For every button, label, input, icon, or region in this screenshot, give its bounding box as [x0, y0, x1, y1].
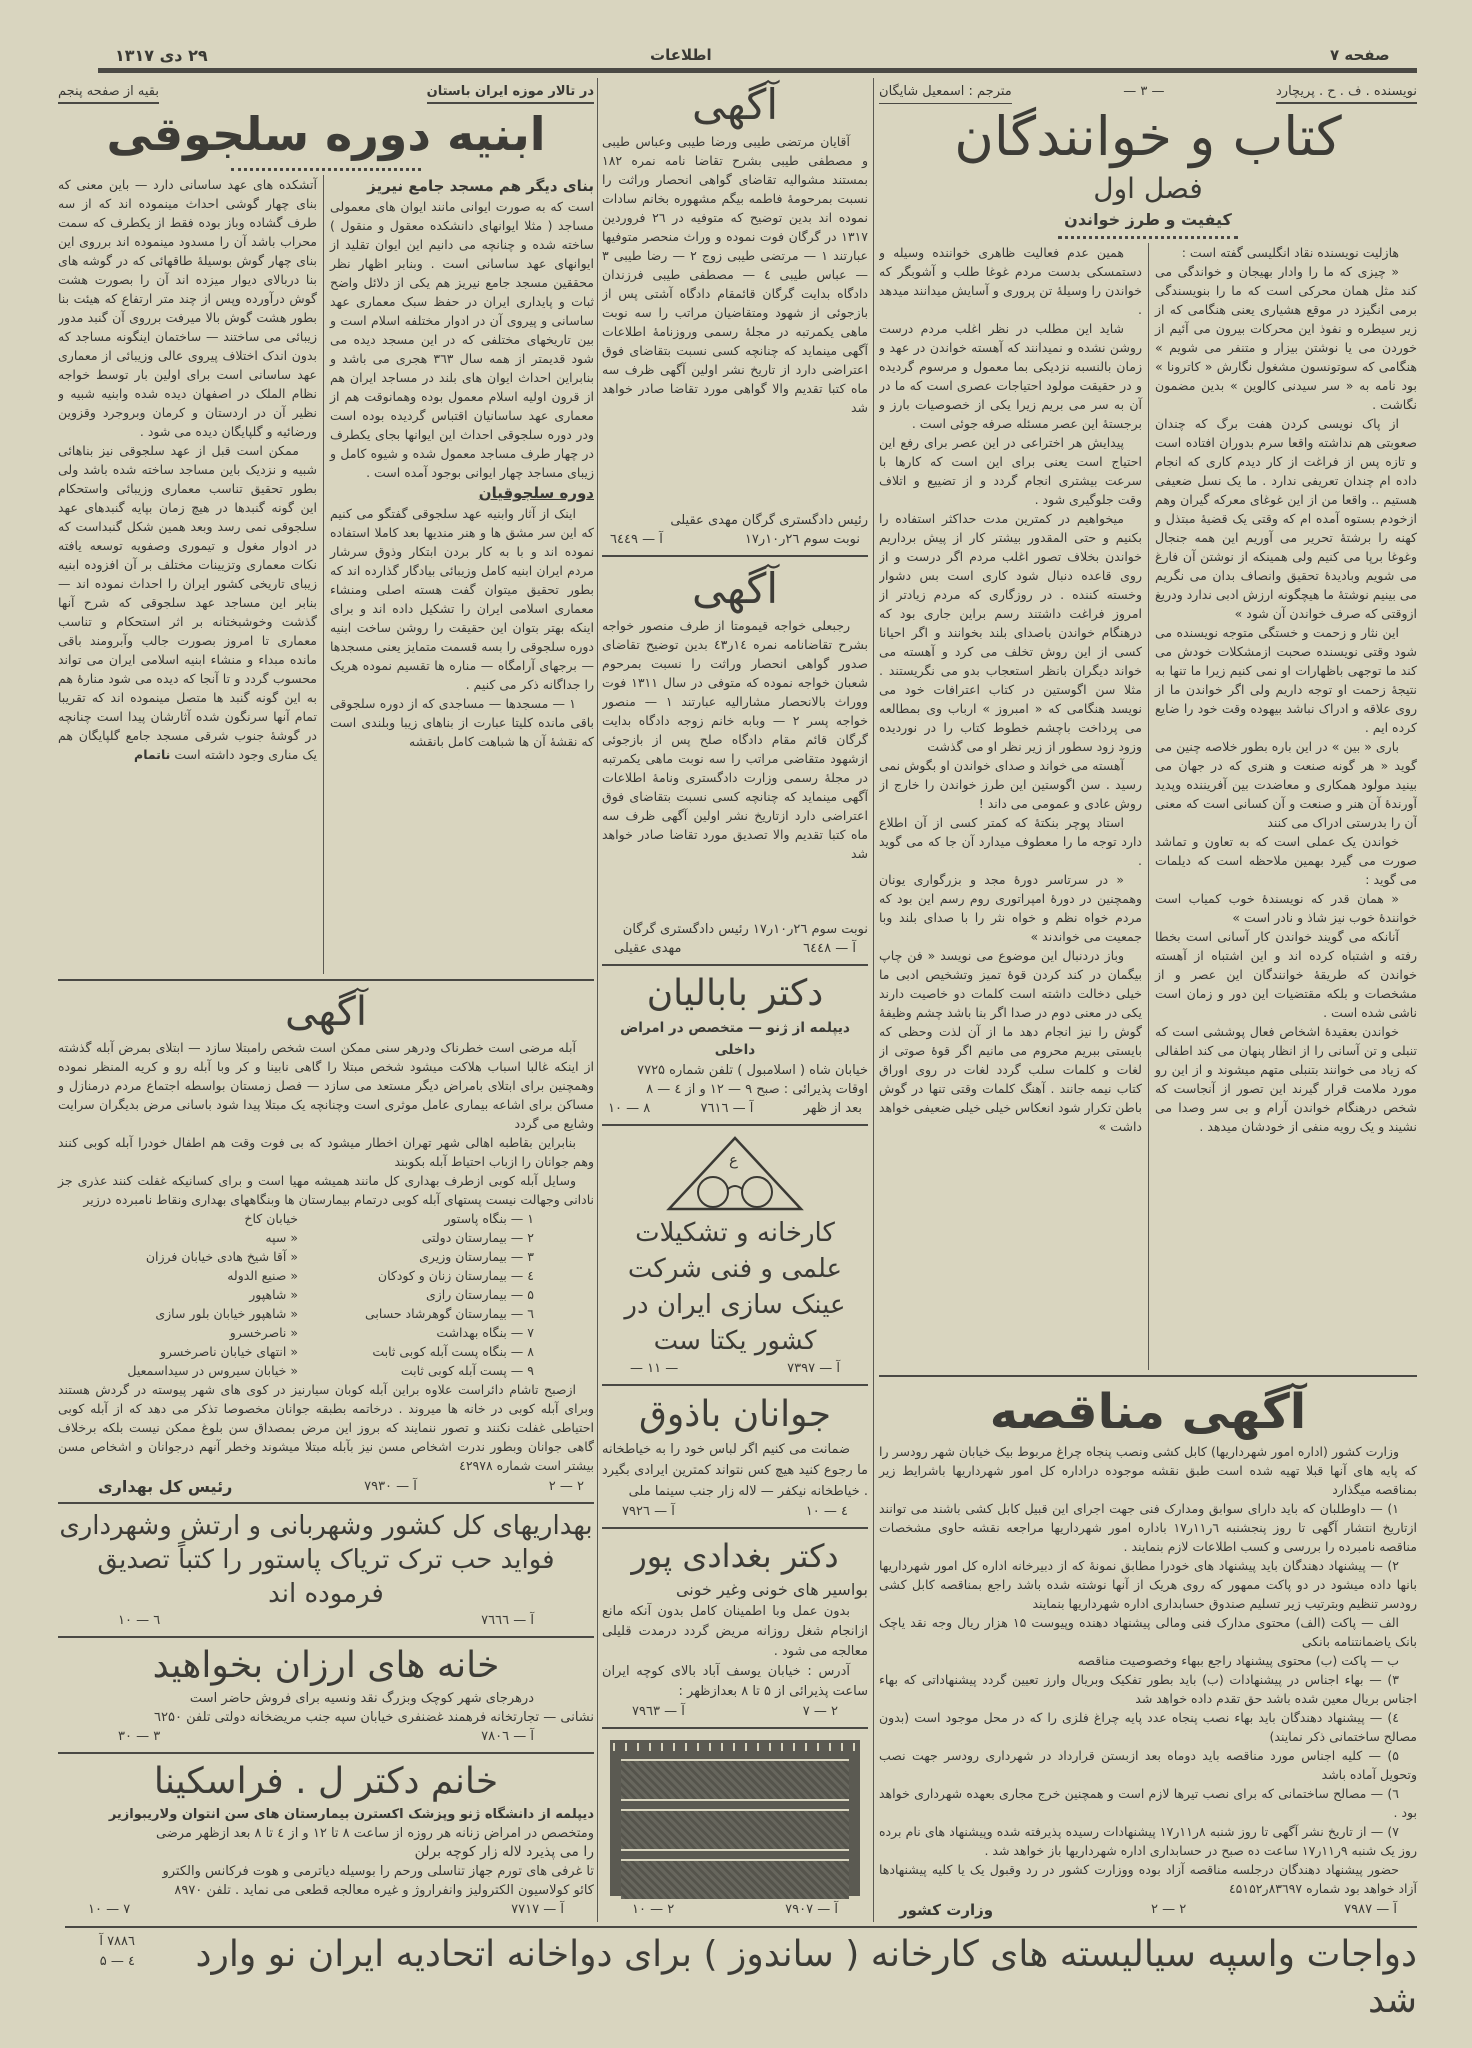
- site-address: « انتهای خیابان ناصرخسرو: [159, 1344, 298, 1359]
- ad-rule: [602, 964, 868, 966]
- paragraph: بدون عمل وبا اطمینان کامل بدون آنکه مانع ازانجام شغل روزانه مریض گردد درمدت قلیلی معالجه می شود .: [602, 1604, 868, 1659]
- paragraph: بنابراین بقاطبه اهالی شهر تهران اخطار میشود که بی فوت وقت هم اطفال خودرا آبله کوبی کنند وهم جوانان را ازباب احتیاط آبله بکوبند: [58, 1135, 594, 1169]
- ad-title: دکتر بغدادی پور: [631, 1537, 839, 1575]
- ad-subtitle: بواسیر های خونی وغیر خونی: [675, 1580, 868, 1599]
- ad-round: نوبت سوم ۲٦ر۱۰ر۱۷ رئیس دادگستری گرگان: [622, 922, 868, 937]
- paragraph: میخواهیم در کمترین مدت حداکثر استفاده را بکنیم و حتی المقدور بیشتر کار از پیش برداریم خواندن بخلاف تصور اغلب مردم اگر درست و از روی قاعده دنبال شود کاری است بس دشوار وخسته کننده . در روزگاری که مردم زیادتر از امروز فراغت داشتند رسم براین جاری بود که درهنگام خواندن باصدای بلند بخوانند و اگر احیانا کسی از این روش تخلف می کرد و آهسته می خواند دیگران بانظر استعجاب بدو می نگریستند . مثلا سن اگوستین در کتاب اعترافات خود می نویسد هنگامی که « امبروز » ارباب وی بمطالعه می پرداخت باچشم خطوط کتاب را در نوردیده وزود زود سطور از زیر نظر او می گذشت: [879, 511, 1142, 754]
- paragraph: [58, 441, 317, 764]
- ad-signature: رئیس کل بهداری: [98, 1477, 233, 1496]
- column-divider: [597, 78, 598, 1922]
- ad-footer: [602, 939, 868, 959]
- site-address: « شاهپور خیابان بلور سازی: [155, 1306, 298, 1321]
- paragraph: « همان قدر که نویسندهٔ خوب کمیاب است خوانندهٔ خوب نیز شاذ و نادر است »: [1155, 891, 1417, 925]
- paragraph: آتشکده های عهد ساسانی دارد — باین معنی که بنای چهار گوشی احداث مینموده اند که از سه طرف گشاده وباز بوده فقط از یکطرف که سمت محراب باشد آن را مسدود مینموده اند برروی این بنای چهار گوش بوسیلهٔ طاقهائی که در گوشه های بنا دربالای دیوار میزده اند آن را بصورت هشت گوش درآورده وپس از چند متر ارتفاع که هیئت بنا بطور هشت گوش بالا میرفت برروی آن گنبد مدور زیبائی می ساختند — ساختمان اینگونه مساجد که بدون اندک اختلاف پیروی عالی وزیبائی از معماری عهد ساسانی است برای اولین بار توسط خواجه نظام الملک در اصفهان دیده شده وابنیه شبیه و نظیر آن در اردستان و کرمان وبروجرد وقزوین ورضائیه و گلپایگان دیده می شود .: [58, 177, 317, 439]
- ad-ref: آ — ۷۹۳۰: [364, 1479, 417, 1494]
- tender-footer: [879, 1898, 1417, 1920]
- list-item: [98, 1266, 534, 1285]
- paragraph: ازصبح تاشام دائراست علاوه براین آبله کوبان سیارنیز در کوی های شهر پیوسته در گردش هستند وبرای آبله کوبی در خانه ها میروند . درخاتمه بطبقه جوانان مخصوصا تذکر می دهد که از آبله کوبی احتیاطی غفلت نکنند و تصور ننمایند که بروز این مرض بمصداق سن بلوغ ممکن نیست بلکه برخلاف گاهی جوانان وبطور ندرت اشخاص مسن نیز بآبله مبتلا میشوند وخطر آنهم درجوانان و اشخاص مسن بیشتر است شماره ٤۲۹۷۸: [58, 1382, 594, 1473]
- list-item: [98, 1361, 534, 1380]
- paragraph: « در سرتاسر دورهٔ مجد و بزرگواری یونان وهمچنین در دورهٔ امپراتوری روم رسم این بود که مردم خواه نظم و خواه نثر را با صدای بلند وبا جمعیت می خواندند »: [879, 872, 1142, 944]
- seljuk-article-body: [58, 175, 594, 974]
- ad-title: آگهی: [691, 80, 779, 129]
- ad-address: [602, 1662, 868, 1702]
- ad-title: خانه های ارزان بخواهید: [152, 1645, 500, 1686]
- paragraph: ۷) — از تاریخ نشر آگهی تا روز شنبه ۸ر۱۱ر۱۷ پیشنهادات رسیده پذیرفته شده وپیشنهاد های نام برده روز یک شنبه ۹ر۱۱ر۱۷ ساعت ده صبح در حسابداری اداره شهرداریها باز خواهد شد .: [879, 1824, 1417, 1858]
- ad-ref: آ — ۷۹۲٦: [622, 1504, 675, 1519]
- ad-code: ۲ — ۲: [1151, 1902, 1187, 1917]
- site-address: خیابان کاخ: [244, 1211, 298, 1226]
- paragraph: اینک از آثار وابنیه عهد سلجوقی گفتگو می کنیم که این سر مشق ها و هنر مندیها بعد کاملا استفاده نموده اند و با به کار بردن ابتکار وذوق سرشار مردم ایران ابنیه کامل وزیبائی بیادگار گذارده اند که بطور تحقیق میتوان گفت هسته اصلی ومنشاء معماری اسلامی ایران را تشکیل داده اند و برای اینکه بهتر بتوان این حقیقت را روشن ساخت ابنیه دوره سلجوقی را بسه قسمت متمایز یعنی مسجدها — برجهای آرامگاه — مناره ها تقسیم نموده هریک را جداگانه ذکر می کنیم .: [330, 506, 594, 692]
- site-name: ۷ — بنگاه بهداشت: [436, 1325, 534, 1340]
- chapter-heading: فصل اول: [1093, 172, 1203, 205]
- paragraph: ب — پاکت (ب) محتوی پیشنهاد راجع ببهاء وخصوصیت مناقصه: [1077, 1653, 1399, 1668]
- paragraph: وسایل آبله کوبی ازطرف بهداری کل مانند همیشه مهیا است و برای کسانیکه غفلت کنند عذری جز نادانی وجهالت نیست پستهای آبله کوبی درتمام بیمارستان ها وبنگاههای بهداری ونقاط نامبرده درزیر: [58, 1173, 594, 1207]
- paragraph: الف — پاکت (الف) محتوی مدارک فنی ومالی پیشنهاد دهنده وپیوست ۱۵ هزار ریال وجه نقد یاچک بانک یاضمانتنامه بانکی: [879, 1615, 1417, 1649]
- ad-ref: آ — ۷٦٦٦: [481, 1613, 534, 1628]
- ornament-border: [613, 1743, 857, 1751]
- ad-body: [602, 616, 868, 920]
- paragraph: ضمانت می کنیم اگر لباس خود را به خیاطخانه ما رجوع کنید هیچ کس نتواند کمترین ایرادی بگیرد . خیاطخانه نیکفر — لاله زار جنب سینما ملی: [602, 1442, 868, 1499]
- ad-code: ٦ — ۱۰: [118, 1613, 161, 1628]
- ad-headline: بهداریهای کل کشور وشهربانی و ارتش وشهرداری: [59, 1511, 593, 1541]
- site-name: ۹ — پست آبله کوبی ثابت: [400, 1363, 534, 1378]
- paragraph: آبله مرضی است خطرناک ودرهر سنی ممکن است شخص رامبتلا سازد — ابتلای بمرض آبله گذشته از اینکه غالبا اسباب هلاکت میشود شخص مبتلا را گاهی نابینا و کر وبا آبله رو و کریه المنظر نموده وهمچنین برای ابتلای بامراض دیگر مستعد می سازد — فصل زمستان بواسطه اجتماع مردم درمنازل و مساکن برای اشاعه بیماری عامل موثری است وچنانچه یک مبتلا پیدا شود باسانی مرض بدیگران سرایت وشایع می گردد: [58, 1040, 594, 1131]
- list-item: [98, 1247, 534, 1266]
- to-be-continued: ناتمام: [134, 747, 171, 762]
- ad-rule: [602, 1727, 868, 1729]
- smallpox-body: [58, 1038, 594, 1475]
- paragraph: ۱) — داوطلبان که باید دارای سوابق ومدارک فنی جهت اجرای این قبیل کابل کشی باشند می توانند ازتاریخ انتشار آگهی تا روز پنجشنبه ٦ر۱۱ر۱۷ باداره امور شهرداریها مراجعه نقشه حاوی مشخصات مناقصه نامبرده را بررسی و کسب اطلاعات لازم بنمایند .: [879, 1501, 1417, 1554]
- paragraph: این نثار و زحمت و خستگی متوجه نویسنده می شود وقتی نویسنده صحبت ازمشکلات خودش می کند ما توجهی باظهارات او نمی کنیم زیرا ما تنها به نتیجهٔ زحمت او توجه داریم ولی اگر خواندن ما از روی علاقه و ادراک نباشد بیهوده وقت خود را ضایع کرده ایم .: [1155, 625, 1417, 735]
- paragraph: ۱ — مسجدها — مساجدی که از دوره سلجوقی باقی مانده کلیتا عبارت از بناهای زیبا وبلندی است که نقشهٔ آن ها شباهت کامل بانقشه: [330, 696, 594, 749]
- list-item: [98, 1304, 534, 1323]
- paragraph: خواندن یک عملی است که به تعاون و تماشد صورت می گیرد بهمین ملاحظه است که دیلمات می گوید :: [1155, 834, 1417, 887]
- site-name: ۳ — بیمارستان وزیری: [419, 1249, 534, 1264]
- column-heading: بنای دیگر هم مسجد جامع نیریز: [367, 177, 594, 195]
- ad-footer: [58, 1727, 594, 1747]
- subtitle-rule: [1058, 236, 1238, 239]
- ad-line: درهرجای شهر کوچک وبزرگ نقد ونسیه برای فروش حاضر است: [189, 1691, 534, 1706]
- ornamental-calligraphy-ad: [610, 1740, 860, 1896]
- tender-body: [879, 1442, 1417, 1898]
- paragraph: باری « بین » در این باره بطور خلاصه چنین می گوید « هر گونه صنعت و هنری که در جهان می بینید مولود همکاری و معاضدت بین آفریننده وپدید آورندهٔ آن هنر و صنعت و آن کسانی است که معنی آن را بدرستی ادراک می کنند: [1155, 739, 1417, 830]
- paragraph: آنانکه می گویند خواندن کار آسانی است بخطا رفته و اشتباه کرده اند و این اشتباه از آهسته خواندن که طریقهٔ خوانندگان این عصر و از مشخصات و بلکه مقتضیات این دور و زمان است ناشی شده است .: [1155, 929, 1417, 1020]
- ad-title: دکتر بابالیان: [646, 973, 824, 1014]
- ad-code: ۳ — ۳۰: [118, 1729, 161, 1744]
- paragraph: رجبعلی خواجه قیمومتا از طرف منصور خواجه بشرح تقاضانامه نمره ۱٤ر٤۳ بدین توضیح تقاضای صدور گواهی انحصار وراثت را نسبت بمرحوم شعبان خواجه نموده که متوفی در سال ۱۳۱۱ فوت ووراث بالانحصار مشارالیه عبارتند ۱ — منصور خواجه پسر ۲ — وبابه خانم زوجه دادگاه بدایت گرگان قائم مقام دادگاه صلح پس از بازجوئی ازشهود متقاضی مراتب را سه نوبت ماهی یکمرتبه در مجلهٔ رسمی وزارت دادگستری ونامهٔ اطلاعات آگهی مینماید که چنانچه کسی نسبت بتقاضای فوق اعتراضی دارد ازتاریخ نشر اولین آگهی ظرف سه ماه کتبا تقدیم والا تصدیق مورد تقاضا صادر خواهد شد: [602, 618, 868, 862]
- ad-code: — ۱۱ —: [630, 1361, 679, 1376]
- ad-code: ٤ — ۵: [99, 1954, 135, 1969]
- paragraph: استاد پوچر بنکتهٔ که کمتر کسی از آن اطلاع دارد توجه ما را معطوف میدارد آن جا که می گوید .: [879, 815, 1142, 868]
- list-item: [98, 1285, 534, 1304]
- ad-footer: [58, 1611, 594, 1631]
- masthead-rule: [98, 68, 1417, 73]
- ad-rule: [58, 1636, 594, 1638]
- site-name: ٤ — بیمارستان زنان و کودکان: [377, 1268, 534, 1283]
- footer-ad-numbers: [65, 1932, 135, 1972]
- newspaper-name: اطلاعات: [650, 46, 712, 64]
- ad-footer: [602, 530, 868, 550]
- signer: وزارت کشور: [899, 1901, 994, 1919]
- ad-line: را می پذیرد لاله زار کوچه برلن: [414, 1844, 594, 1860]
- ad-rule: [602, 555, 868, 557]
- book-article-body: [879, 243, 1417, 1370]
- paragraph: است که به صورت ایوانی مانند ایوان های معمولی مساجد ( مثلا ایوانهای دانشکده معقول و منقول ) ساخته شده و چنانچه می دانیم این ایوان تقلید از ایوانهای عهد ساسانی است . وبنابر اظهار نظر محققین مسجد جامع نیریز هم یکی از دلائل واضح ثبات و پایداری ایران در حفظ سبک معماری عهد ساسانی و پیروی آن در ادوار مختلفه اسلام است و بین تاریخهای مختلفی که در این مسجد دیده می شود قدیمتر از همه سال ۳٦۳ هجری می باشد و بنابراین احداث ایوان های بلند در مساجد ایران هم از قرون اولیه اسلام معمول بوده وهمانوقت هم از معماری عهد ساسانیان اقتباس گردیده بوده است ودر دوره سلجوقی احداث این ایوانها بجای یکطرف در چهار طرف مساجد معمول شده و شیوه کامل و زیبای مساجد چهار ایوانی بوجود آمده است .: [330, 199, 594, 480]
- book-article-left-column: [879, 243, 1148, 1370]
- ad-footer: [602, 1099, 868, 1119]
- footer-rule: [65, 1926, 1417, 1928]
- ad-code: ۷ — ۱۰: [88, 1902, 131, 1917]
- ad-line: ومتخصص در امراض زنانه هر روزه از ساعت ۸ تا ۱۲ و از ٤ تا ۸ بعد ازظهر مرضی: [155, 1826, 594, 1841]
- left-column: [58, 80, 594, 1920]
- footer-ad-text: دواجات واسپه سیالیسته های کارخانه ( ساندوز ) برای دواخانه اتحادیه ایران نو وارد شد: [195, 1934, 1417, 2021]
- ad-line: نشانی — تجارتخانه فرهمند غضنفری خیابان سپه جنب مریضخانه دولتی تلفن ٦۲۵۰: [154, 1710, 594, 1725]
- ad-title: خانم دکتر ل . فراسکینا: [153, 1761, 499, 1802]
- ad-title: جوانان باذوق: [638, 1394, 832, 1435]
- ad-headline: فواید حب ترک تریاک پاستور را کتباً تصدیق فرموده اند: [97, 1545, 555, 1609]
- ad-body: [602, 1602, 868, 1662]
- paragraph-text: ممکن است قبل از عهد سلجوقی نیز بناهائی شبیه و نزدیک باین مساجد ساخته شده باشد ولی بطور تحقیق تناسب معماری وزیبائی واستحکام این گونه گنبدها در هیچ زمان بپایه گنبدهای عهد سلجوقی نمی رسد وبعد همین شکل گنبداست که در ادوار مغول و تیموری وصفویه توسعه یافته نکات معماری وتزیینات مختلف بر آن افزوده ابنیه زیبای تاریخی کشور ایران را احداث نموده اند — بنابر این مساجد عهد سلجوقی که شرح آنها گذشت وخوشبختانه بر اثر استحکام و تناسب معماری تا امروز بصورت جالب وآبرومند باقی مانده مبداء و منشاء ابنیه اسلامی ایران می تواند محسوب گردد و تا آنجا که دیده می شود منارهٔ هم به این گونه گنبد ها متصل مینموده اند که تقریبا تمام آنها سرنگون شده آثارشان پیدا است چنانچه در گوشهٔ جنوب شرقی مسجد جامع گلپایگان هم یک مناری وجود داشته است: [58, 443, 317, 762]
- section-rule: [879, 1375, 1417, 1377]
- ad-signature: مهدی عقیلی: [614, 941, 682, 956]
- ad-ref: ۷۸۸٦ آ: [99, 1934, 135, 1949]
- byline-translator: مترجم : اسمعیل شایگان: [879, 82, 1012, 104]
- ad-subtitle: دیپلمه از ژنو — متخصص در امراض داخلی: [620, 1020, 850, 1058]
- title-rule: [231, 168, 421, 171]
- paragraph: از پاک نویسی کردن هفت برگ که چندان صعوبتی هم نداشته واقعا سرم بدوران افتاده است و تازه پس از فراغت از کار دیدم کاری که انجام داده ام چندان تعریفی ندارد . ما یک نسل ضعیفی هستیم .. واقعا من از این غوغای معرکه گیران وهم ازخودم بستوه آمده ام که وقتی یک قضیهٔ مبتذل و کهنه را برشتهٔ تحریر می آوریم این همه جنجال وغوغا برپا می کنیم ولی همینکه از نوشتن آن فارغ می شویم وبادیدهٔ تحقیق وانصاف بدان می نگریم می بینیم نوشتهٔ ما هیچگونه ارزش ادبی ندارد ودریغ ازوقتی که صرف خواندن آن شود »: [1154, 416, 1417, 621]
- ad-rule: [58, 1752, 594, 1754]
- ad-rule: [602, 1124, 868, 1126]
- paragraph: هازلیت نویسنده نقاد انگلیسی گفته است :: [1181, 245, 1399, 260]
- paragraph: ٤) — پیشنهاد دهندگان باید بهاء نصب پنجاه عدد پایه چراغ فلزی را که در محل موجود است (بدون مصالح ساختمانی ذکر نمایند): [879, 1710, 1417, 1744]
- list-item: [98, 1228, 534, 1247]
- seljuk-right-column: [323, 175, 594, 974]
- paragraph: ۳) — بهاء اجناس در پیشنهادات (ب) باید بطور تفکیک وبریال وارز تعیین گردد پیشنهاداتی که بهاء اجناس بریال معین شده باشد حق تقدم داده خواهد شد: [879, 1672, 1417, 1706]
- center-column: [602, 78, 868, 1920]
- ad-rule: [602, 1384, 868, 1386]
- ad-footer: [58, 1900, 594, 1920]
- site-address: « سپه: [265, 1230, 298, 1245]
- article-kicker: در تالار موزه ایران باستان: [427, 82, 594, 104]
- site-address: « خیابان سیروس در سیداسمعیل: [127, 1363, 298, 1378]
- section-rule: [58, 979, 594, 981]
- site-name: ۲ — بیمارستان دولتی: [421, 1230, 534, 1245]
- ad-code: ۲ — ۲: [548, 1479, 584, 1494]
- list-item: [98, 1323, 534, 1342]
- right-column: [879, 78, 1417, 1920]
- site-name: ٦ — بیمارستان گوهرشاد حسابی: [365, 1306, 534, 1321]
- list-item: [98, 1209, 534, 1228]
- ad-code: ۲ — ۱۰: [632, 1902, 675, 1917]
- book-article-right-column: [1148, 243, 1417, 1370]
- ad-ref: آ — ۷۷۱۷: [511, 1902, 564, 1917]
- paragraph: همین عدم فعالیت ظاهری خواننده وسیله و دستمسکی بدست مردم غوغا طلب و آشوبگر که خواندن را وسیلهٔ تن پروری و آسایش میدانند میدهد .: [879, 245, 1142, 317]
- ad-round: نوبت سوم ۲٦ر۱۰ر۱۷: [744, 532, 860, 548]
- logo-letter: ع: [729, 1151, 738, 1169]
- ad-ref: آ — ۷۳۹۷: [787, 1361, 840, 1376]
- ad-code: ۸ — ۱۰: [608, 1101, 651, 1116]
- paragraph: ۵) — کلیه اجناس مورد مناقصه باید دوماه بعد ازبستن قرارداد در شهرداری رودسر جهت نصب وتحویل آماده باشد: [879, 1748, 1417, 1782]
- ad-rule: [58, 1502, 594, 1504]
- paragraph: آدرس : خیابان یوسف آباد بالای کوچه ایران ساعت پذیرائی از ۵ تا ۸ بعدازظهر :: [602, 1664, 868, 1699]
- ad-ref: آ — ۷۹٦۳: [632, 1704, 685, 1719]
- column-divider: [873, 78, 874, 1922]
- ad-body: [602, 132, 868, 511]
- footer-ad: [65, 1932, 1417, 2024]
- site-name: ۸ — بنگاه پست آبله کوبی ثابت: [372, 1344, 534, 1359]
- ad-text: کارخانه و تشکیلات علمی و فنی شرکت عینک سازی ایران در کشور یکتا ست: [624, 1218, 846, 1356]
- paragraph: آهسته می خواند و صدای خواندن او بگوش نمی رسید . سن اگوستین این طرز خواندن را خارج از روش عادی و عمومی می داند !: [879, 758, 1142, 811]
- ad-signature: رئیس دادگستری گرگان مهدی عقیلی: [670, 513, 868, 529]
- paragraph: شاید این مطلب در نظر اغلب مردم درست روشن نشده و نمیدانند که آهسته خواندن در عهد و زمان بالنسبه نزدیکی بما معمول و مرسوم گردیده و در حقیقت مولود احتیاجات عصری است که ما در آن به سر می بریم زیرا یکی از خصوصیات بارز و برجستهٔ این عصر مسئله صرفه جوئی است .: [879, 321, 1142, 431]
- site-address: « صنیع الدوله: [227, 1268, 298, 1283]
- ad-rule: [602, 1527, 868, 1529]
- paragraph: وباز دردنبال این موضوع می نویسد « فن چاپ بیگمان در کند کردن قوهٔ تمیز وتشخیص ادبی ما خیلی دخالت داشته است کلمات دو خاصیت دارند یکی در معنی دوم در صدا اگر بنا باشد چشم وظیفهٔ گوش را نیز انجام دهد ما از آن لذت وحظی که بایستی ببریم محروم می مانیم اگر قوهٔ صوتی از لغات و کلمات سلب گردد لغات در روی اوراق کتاب نیمه جانند . آهنگ کلمات وقتی تنها در گوش باطن تکرار شود انعکاس خیلی خیلی ضعیفی خواهد داشت »: [879, 948, 1142, 1134]
- paragraph: حضور پیشنهاد دهندگان درجلسه مناقصه آزاد بوده ووزارت کشور در رد وقبول یک یا کلیه پیشنهادها آزاد خواهد بود شماره ۸۳٦۹۷ر٤۵۱۵۲: [879, 1862, 1417, 1896]
- vaccination-sites-list: [58, 1209, 594, 1380]
- ad-line: دیپلمه از دانشگاه ژنو وپزشک اکسترن بیمارستان های سن انتوان ولاریبوازیر: [108, 1807, 594, 1822]
- ad-title: آگهی: [691, 564, 779, 614]
- paragraph: خواندن بعقیدهٔ اشخاص فعال پوششی است که تنبلی و تن آسانی را از انظار پنهان می کند اطفالی که زیاد می خوانند بتنبلی متهم میشوند و از این رو مورد ملامت قرار گیرند این تصور از آنجاست که شخص درهنگام خواندن آرام و بی سر وصدا می نشیند و یک رویه منفی از خودشان میدهد .: [1155, 1024, 1417, 1134]
- kicker-row: [58, 82, 594, 104]
- seljuk-left-column: [58, 175, 323, 974]
- ad-line: بعد از ظهر: [803, 1101, 862, 1116]
- page-number: صفحه ۷: [1330, 46, 1390, 64]
- ad-line: خیابان شاه ( اسلامبول ) تلفن شماره ۷۷۲۵: [637, 1063, 868, 1078]
- ad-ref: آ — ٦٤٤۸: [803, 941, 856, 956]
- site-name: ۱ — بنگاه پاستور: [444, 1211, 534, 1226]
- ad-footer: [602, 1702, 868, 1722]
- ad-line: تا غرفی های تورم جهاز تناسلی ورحم را بوسیله دیاترمی و هوت فرکانس والکترو: [162, 1864, 594, 1879]
- calligraphy-band: [621, 1759, 849, 1801]
- issue-date: ۲۹ دی ۱۳۱۷: [115, 46, 208, 65]
- ad-ref: آ — ٦٤٤٩: [610, 532, 663, 548]
- ad-body: [602, 1439, 868, 1502]
- ad-footer: [58, 1475, 594, 1497]
- ad-ref: آ — ۷۹۸۷: [1344, 1902, 1397, 1917]
- eyeglasses-logo-icon: [665, 1135, 805, 1213]
- article-title: ابنیه دوره سلجوقی: [106, 107, 546, 161]
- paragraph: ۲) — پیشنهاد دهندگان باید پیشنهاد های خودرا مطابق نمونهٔ که از دبیرخانه اداره کل امور شهرداریها بانها داده میشود در دو پاکت ممهور که روی هریک از آنها نوشته شده باشد راجع بمناقصه کابل کشی رودسر تنظیم وبترتیب زیر تسلیم صندوق حسابداری اداره شهرداریها بنمایند: [879, 1558, 1417, 1611]
- optical-logo: [665, 1135, 805, 1213]
- section-heading: دوره سلجوقیان: [478, 484, 594, 502]
- byline-row: [879, 82, 1417, 104]
- site-address: « شاهپور: [249, 1287, 298, 1302]
- article-title: کتاب و خوانندگان: [954, 105, 1342, 168]
- tender-title: آگهی مناقصه: [989, 1384, 1307, 1440]
- calligraphy-band: [621, 1859, 849, 1901]
- paragraph: پیدایش هر اختراعی در این عصر برای رفع این احتیاج است یعنی برای این است که کارها با سرعت بیشتری انجام گردد و از تضییع و اتلاف وقت جلوگیری شود .: [879, 435, 1142, 507]
- site-address: « ناصرخسرو: [229, 1325, 298, 1340]
- paragraph: آقایان مرتضی طیبی ورضا طیبی وعباس طیبی و مصطفی طیبی بشرح تقاضا نامه نمره ۱۸۲ بمستند مشوالیه تقاضای گواهی انحصار وراثت را نسبت بمرحومهٔ فاطمه بیگم مشهوره بخانم سادات نموده اند بدین توضیح که متوفیه در ۲٦ فروردین ۱۳۱۷ در گرگان فوت نموده و وراث منحصر متوفیها عبارتند ۱ — مرتضی طیبی زوج ۲ — رضا طیبی ۳ — عباس طیبی ٤ — مصطفی طیبی فرزندان دادگاه بدایت گرگان قائمقام دادگاه آشتی پس از بازجوئی از شهود ومتقاضیان مراتب را سه نوبت ماهی یکمرتبه در مجلهٔ رسمی وروزنامهٔ اطلاعات آگهی مینماید که چنانچه کسی نسبت بتقاضای فوق اعتراضی دارد از تاریخ نشر اولین آگهی ظرف سه ماه کتبا تقدیم والا گواهی مورد تقاضا صادر خواهد شد: [602, 134, 868, 415]
- article-subtitle: کیفیت و طرز خواندن: [1064, 210, 1232, 229]
- ad-line: کائو کولاسیون الکترولیز وانفراروژ و غیره معالجه قطعی می نماید . تلفن ۸۹۷۰: [174, 1883, 594, 1898]
- list-item: [98, 1342, 534, 1361]
- ad-footer: [602, 1502, 868, 1522]
- ad-code: ٤ — ۱۰: [805, 1504, 848, 1519]
- ad-code: ۲ — ۷: [802, 1704, 838, 1719]
- ad-footer: [602, 1900, 868, 1920]
- site-name: ۵ — بیمارستان رازی: [425, 1287, 534, 1302]
- paragraph: ٦) — مصالح ساختمانی که برای نصب تیرها لازم است و همچنین خرج مجاری بعهده شهرداری خواهد بود .: [879, 1786, 1417, 1820]
- byline-author: نویسنده . ف . ح . پریچارد: [1276, 82, 1417, 104]
- paragraph: وزارت کشور (اداره امور شهرداریها) کابل کشی ونصب پنجاه چراغ مربوط بیک خیابان شهر رودسر را که پایه های آنها قبلا تهیه شده است طبق نقشه موجوده دراداره کل امور شهرداریها باشرایط زیر بمناقصه میگذارد: [879, 1444, 1417, 1497]
- ad-title: آگهی: [285, 989, 367, 1035]
- ad-ref: آ — ۷٦۱٦: [700, 1101, 754, 1116]
- paragraph: « چیزی که ما را وادار بهیجان و خواندگی می کند مثل همان محرکی است که ما را بنویسندگی برمی انگیزد در موقع هشیاری یعنی هنگامی که از زیر سیطره و نفوذ این محرکات بیرون می آئیم از خوردن می یا نوشتن بیزار و متنفر می شویم » هنگامی که سوتونسون مشغول نگارش « کاترونا » بود نامه به « سر سیدنی کالوین » بدین مضمون نگاشت .: [1155, 264, 1417, 412]
- ad-footer: [602, 1359, 868, 1379]
- site-address: « آقا شیخ هادی خیابان فرزان: [145, 1249, 298, 1264]
- ad-ref: آ — ۷۹۰۷: [785, 1902, 838, 1917]
- ad-ref: آ — ۷۸۰٦: [481, 1729, 534, 1744]
- calligraphy-band: [621, 1809, 849, 1851]
- ad-line: اوقات پذیرائی : صبح ۹ — ۱۲ و از ٤ — ۸: [646, 1082, 868, 1097]
- continued-from: بقیه از صفحه پنجم: [58, 82, 159, 104]
- series-part: — ۳ —: [1123, 84, 1165, 99]
